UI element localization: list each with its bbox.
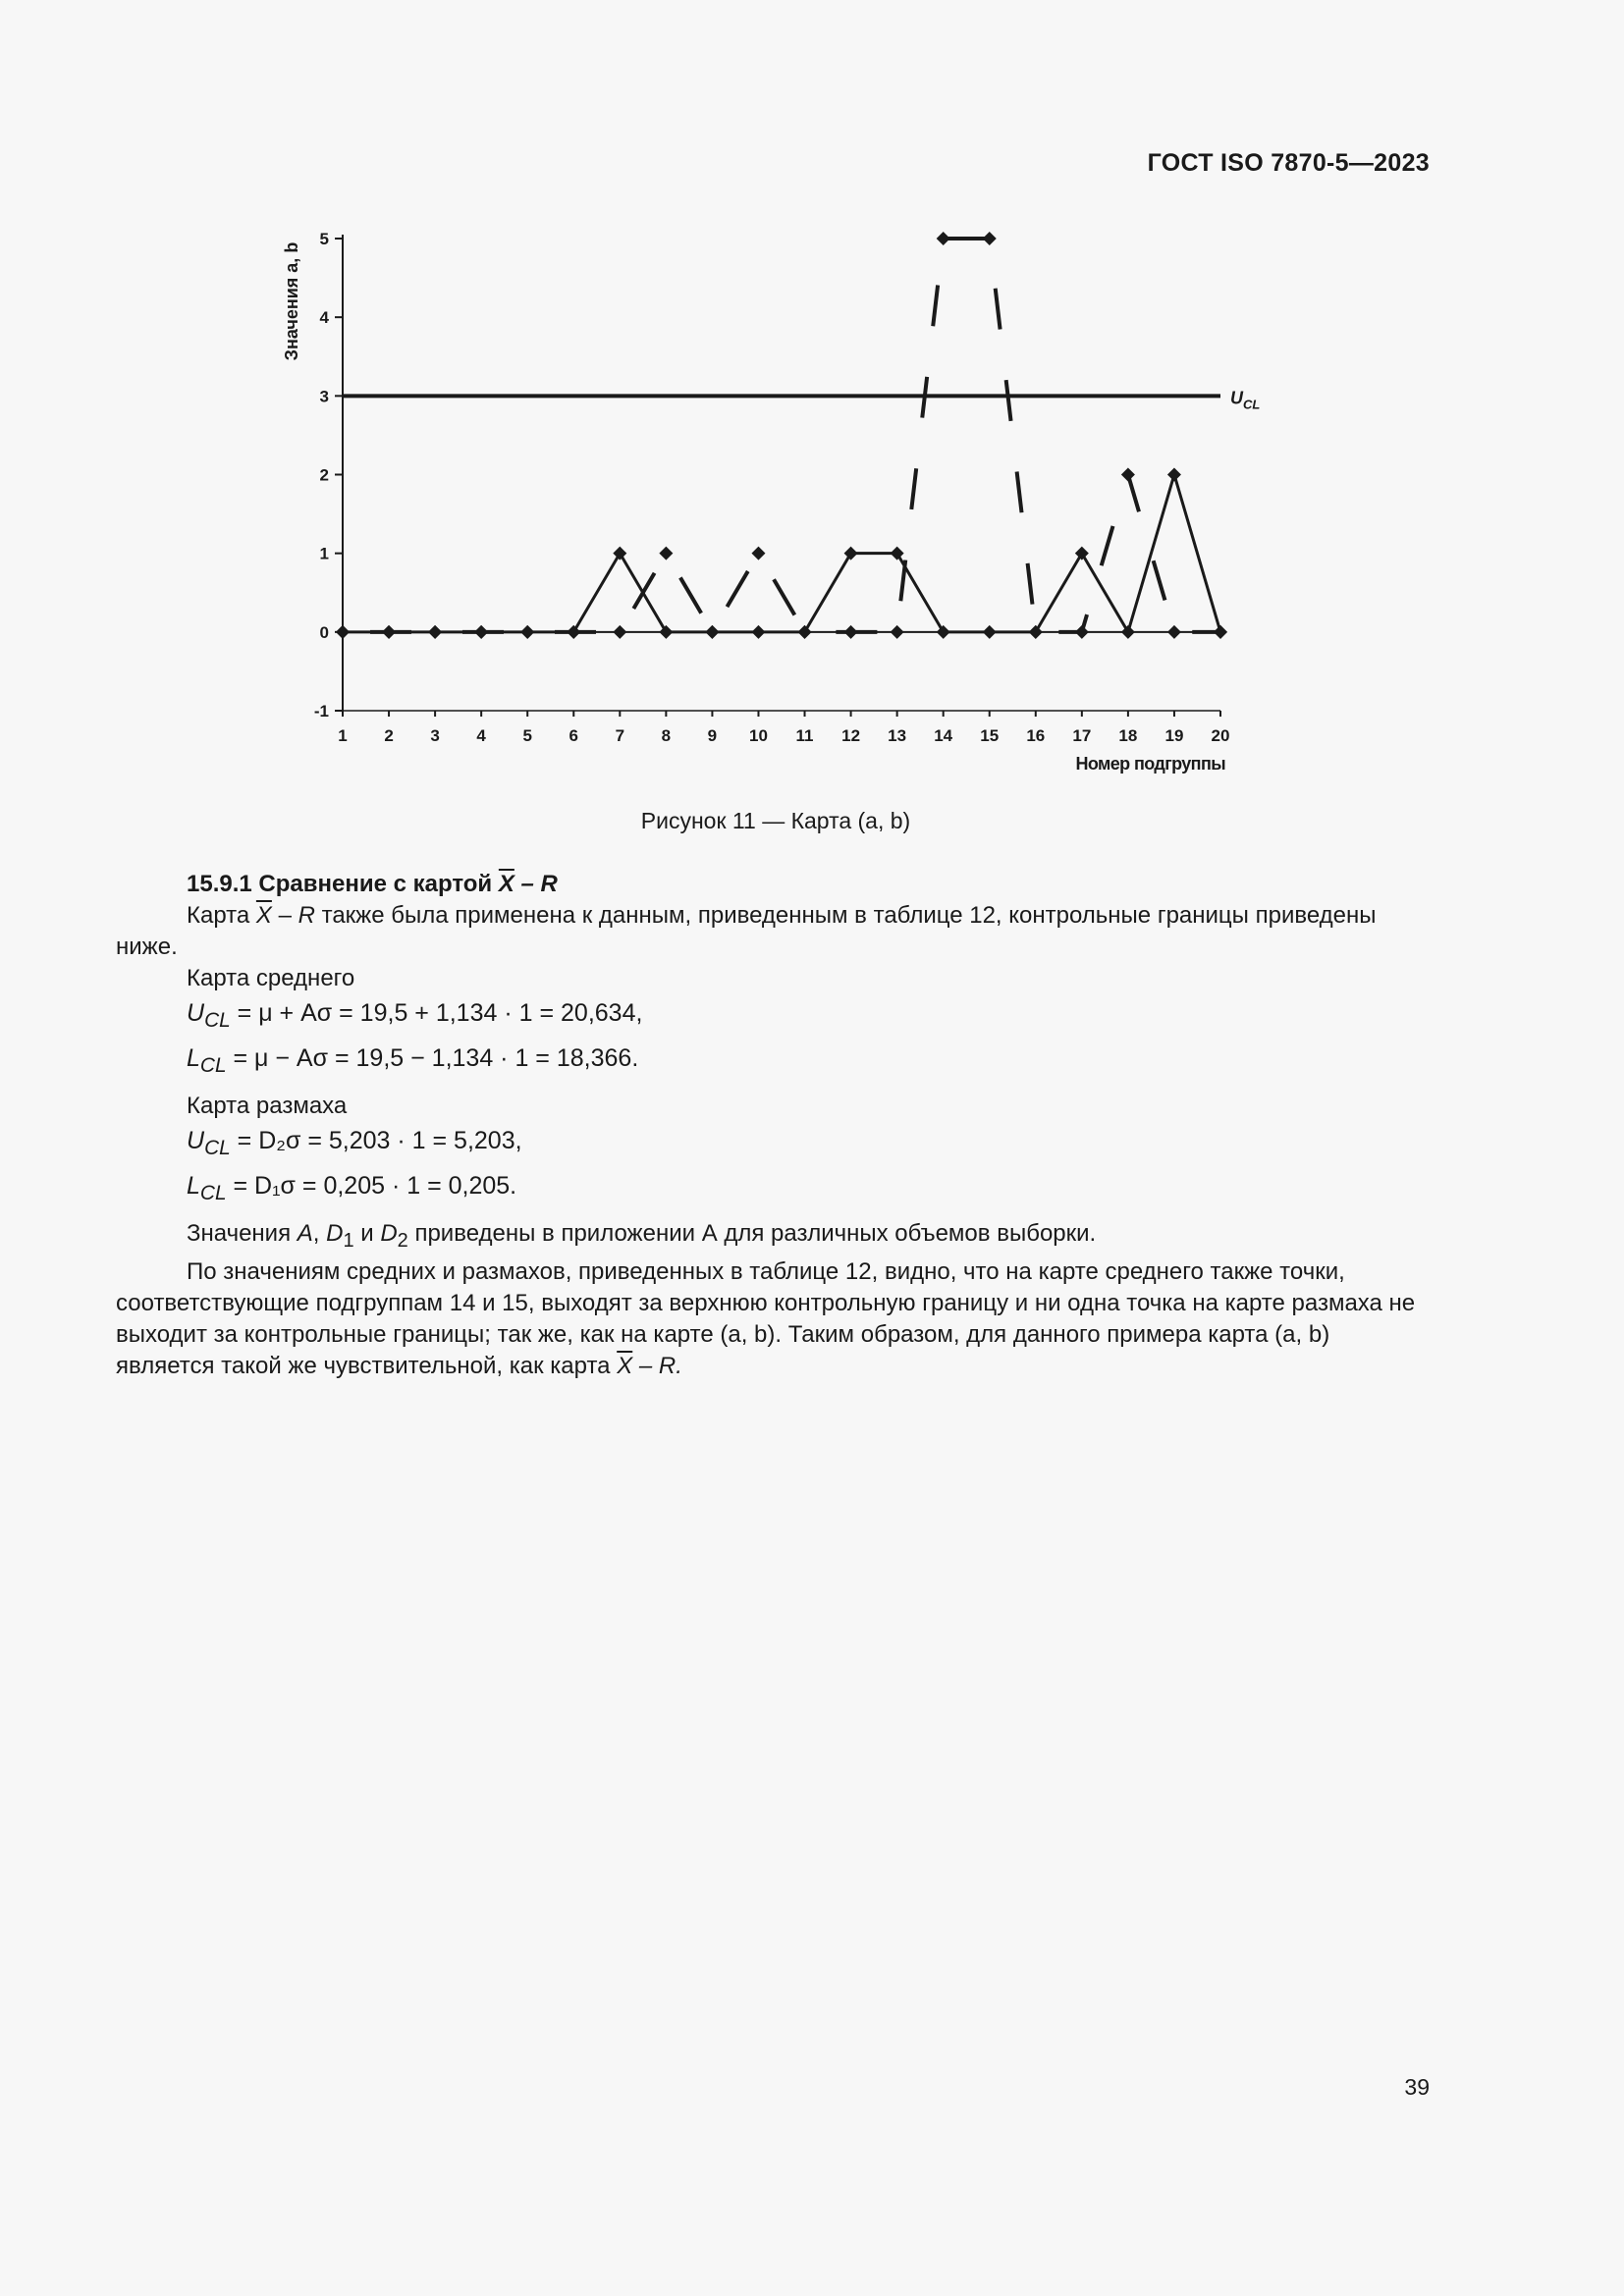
ucl-label-sub: CL <box>1243 397 1261 412</box>
x-tick-label: 19 <box>1164 726 1184 745</box>
figure-caption: Рисунок 11 — Карта (a, b) <box>640 808 911 833</box>
data-point-b <box>937 232 950 245</box>
x-tick-label: 1 <box>338 726 348 745</box>
p2-d1-sub: 1 <box>343 1229 354 1252</box>
control-chart-a-b <box>0 0 1624 805</box>
y-tick-label: 2 <box>319 465 329 485</box>
p3-xbar: $\overline{X}$ <box>617 1352 633 1379</box>
data-point-a <box>937 625 950 639</box>
p1-lead: Карта <box>187 902 256 929</box>
p1-xbar: $\overline{X}$ <box>255 902 272 929</box>
p2-mid: и <box>353 1220 381 1247</box>
x-tick-label: 14 <box>934 726 953 745</box>
data-point-a <box>844 547 858 561</box>
y-tick-label: -1 <box>313 702 329 721</box>
data-point-a <box>613 547 626 561</box>
data-point-a <box>983 625 997 639</box>
formula-ucl-range <box>116 1122 1430 1167</box>
data-point-a <box>891 547 904 561</box>
x-axis-title: Номер подгруппы <box>1075 754 1225 774</box>
data-point-a <box>751 625 765 639</box>
p1-rest: также была применена к данным, приведенным в таблице 12, контрольные границы приведены ниже. <box>116 902 1377 960</box>
f3-sub: CL <box>204 1137 231 1159</box>
p2-lead: Значения <box>187 1220 298 1247</box>
y-tick-label: 3 <box>319 387 329 406</box>
data-point-b <box>1214 625 1227 639</box>
f1-sym: U <box>187 999 205 1027</box>
heading-number: 15.9.1 <box>187 871 252 897</box>
f2-rest: = μ − Aσ = 19,5 − 1,134 · 1 = 18,366. <box>226 1044 639 1072</box>
x-tick-label: 11 <box>795 726 814 745</box>
y-tick-label: 4 <box>319 308 329 328</box>
data-point-b <box>751 547 765 561</box>
series-line-b <box>343 239 1220 632</box>
formula-lcl-range <box>116 1167 1430 1212</box>
x-tick-label: 6 <box>568 726 578 745</box>
formula-lcl-mean <box>116 1040 1430 1085</box>
f3-sym: U <box>187 1127 205 1154</box>
x-tick-label: 2 <box>384 726 394 745</box>
chart-axes <box>335 235 1220 717</box>
series-line-a <box>343 475 1220 632</box>
x-tick-label: 17 <box>1072 726 1092 745</box>
formula-ucl-mean <box>116 994 1430 1040</box>
paragraph-3 <box>116 1256 1430 1382</box>
data-point-b <box>1121 468 1135 482</box>
x-tick-label: 10 <box>749 726 768 745</box>
f4-rest: = D₁σ = 0,205 · 1 = 0,205. <box>226 1172 517 1200</box>
x-tick-label: 20 <box>1211 726 1230 745</box>
data-point-b <box>983 232 997 245</box>
x-tick-label: 8 <box>661 726 672 745</box>
heading-xbar: $\overline{X}$ <box>498 871 514 897</box>
ucl-label: $U_{CL}$ <box>1230 388 1261 412</box>
p3-tail: – R. <box>632 1352 682 1379</box>
data-point-a <box>1075 547 1089 561</box>
f1-sub: CL <box>204 1009 231 1032</box>
heading-r: – R <box>514 871 558 897</box>
p2-d2: D <box>380 1220 398 1247</box>
data-point-a <box>1167 468 1181 482</box>
f2-sym: L <box>187 1044 200 1072</box>
p1-r: R <box>298 902 315 929</box>
x-tick-label: 15 <box>980 726 1000 745</box>
p1-dash: – <box>271 902 298 929</box>
range-chart-label: Карта размаха <box>187 1093 348 1119</box>
p3-text: По значениям средних и размахов, приведенных в таблице 12, видно, что на карте среднего также точки, соответствующие подгруппам 14 и 15, выходят за верхнюю контрольную границу и ни одна точка на карте размаха не выходит за контрольные границы; так же, как на карте (a, b). Таким образом, для данного примера карта (a, b) является такой же чувствительной, как карта <box>116 1257 1416 1379</box>
data-point-b <box>567 625 580 639</box>
series-b <box>336 232 1227 639</box>
reference-line-group <box>343 388 1260 411</box>
f3-rest: = D₂σ = 5,203 · 1 = 5,203, <box>230 1127 522 1154</box>
f4-sym: L <box>187 1172 200 1200</box>
data-point-a <box>1121 625 1135 639</box>
x-tick-label: 9 <box>707 726 718 745</box>
x-tick-label: 13 <box>888 726 907 745</box>
p2-comma: , <box>312 1220 327 1247</box>
section-body <box>116 869 1430 1382</box>
page-number: 39 <box>1404 2074 1430 2100</box>
x-tick-label: 7 <box>615 726 625 745</box>
data-point-b <box>382 625 396 639</box>
heading-text: Сравнение с картой <box>258 871 493 897</box>
y-tick-label: 1 <box>319 544 329 563</box>
x-tick-label: 16 <box>1026 726 1046 745</box>
x-tick-label: 5 <box>522 726 532 745</box>
axis-labels <box>282 230 1229 774</box>
data-point-b <box>474 625 488 639</box>
data-point-b <box>844 625 858 639</box>
y-axis-title: Значения a, b <box>282 241 301 361</box>
data-point-b <box>336 625 350 639</box>
f4-sub: CL <box>199 1182 227 1204</box>
data-point-b <box>1075 625 1089 639</box>
data-point-b <box>705 625 719 639</box>
paragraph-2 <box>116 1218 1430 1256</box>
series-a <box>336 468 1227 639</box>
data-point-a <box>659 625 673 639</box>
y-tick-label: 0 <box>319 622 329 642</box>
mean-chart-label: Карта среднего <box>187 965 355 991</box>
document-header: ГОСТ ISO 7870-5—2023 <box>1147 149 1430 177</box>
data-point-b <box>659 547 673 561</box>
data-point-b <box>891 625 904 639</box>
f1-rest: = μ + Aσ = 19,5 + 1,134 · 1 = 20,634, <box>230 999 643 1027</box>
y-tick-label: 5 <box>319 230 329 248</box>
data-point-b <box>520 625 534 639</box>
p2-d1: D <box>326 1220 344 1247</box>
x-tick-label: 18 <box>1118 726 1138 745</box>
x-tick-label: 4 <box>476 726 486 745</box>
data-point-b <box>613 625 626 639</box>
data-point-b <box>1167 625 1181 639</box>
x-tick-label: 12 <box>841 726 861 745</box>
x-tick-label: 3 <box>430 726 440 745</box>
data-point-b <box>1029 625 1043 639</box>
data-point-b <box>428 625 442 639</box>
p2-a: A <box>297 1220 313 1247</box>
p2-rest: приведены в приложении А для различных объемов выборки. <box>407 1220 1097 1247</box>
p2-d2-sub: 2 <box>397 1229 408 1252</box>
f2-sub: CL <box>199 1054 227 1077</box>
section-heading <box>116 869 1430 900</box>
paragraph-1 <box>116 900 1430 963</box>
data-point-b <box>798 625 812 639</box>
